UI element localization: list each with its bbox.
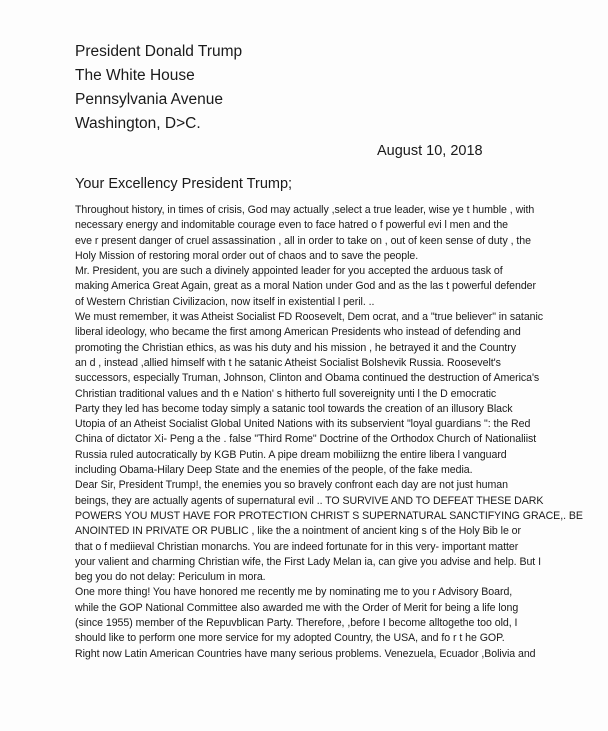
body-line: We must remember, it was Atheist Socialist FD Roosevelt, Dem ocrat, and a "true believer" in satanic — [75, 311, 544, 324]
body-line: liberal ideology, who became the first among American Presidents who instead of defending and — [75, 326, 521, 339]
body-line: that o f mediieval Christian monarchs. You are indeed fortunate for in this very- important matter — [75, 540, 519, 553]
recipient-name: President Donald Trump — [75, 43, 243, 60]
recipient-city: Washington, D>C. — [75, 115, 201, 132]
body-line: while the GOP National Committee also awarded me with the Order of Merit for being a life long — [75, 601, 519, 614]
body-line: promoting the Christian ethics, as was his duty and his mission , he betrayed it and the Country — [75, 341, 516, 354]
recipient-address — [75, 40, 242, 136]
body-line: beings, they are actually agents of supernatural evil .. TO SURVIVE AND TO DEFEAT THESE DARK — [75, 494, 544, 507]
letter-date: August 10, 2018 — [377, 143, 483, 159]
body-line: Christian traditional values and th e Nation' s hitherto full sovereignity unti l the D emocratic — [75, 387, 497, 400]
body-line: Right now Latin American Countries have many serious problems. Venezuela, Ecuador ,Bolivia and — [75, 647, 536, 660]
body-line: should like to perform one more service for my adopted Country, the USA, and fo r t he GOP. — [75, 632, 505, 645]
body-line: Party they led has become today simply a satanic tool towards the creation of an illusory Black — [75, 402, 513, 415]
body-line: ANOINTED IN PRIVATE OR PUBLIC , like the a nointment of ancient king s of the Holy Bib le or — [75, 525, 522, 538]
body-line: including Obama-Hilary Deep State and the enemies of the people, of the fake media. — [75, 464, 473, 477]
body-line: Throughout history, in times of crisis, God may actually ,select a true leader, wise ye t humble , with — [75, 204, 535, 216]
body-line: One more thing! You have honored me recently me by nominating me to you r Advisory Board, — [75, 586, 513, 599]
recipient-building: The White House — [75, 67, 195, 84]
body-line: necessary energy and indomitable courage even to face hatred o f powerful evi l men and the — [75, 219, 509, 232]
body-line: of Western Christian Civilizacion, now itself in existential l peril. .. — [75, 295, 375, 308]
body-line: Mr. President, you are such a divinely appointed leader for you accepted the arduous task of — [75, 265, 503, 278]
body-line: Russia ruled autocratically by KGB Putin. A pipe dream mobiliizng the entire libera l vanguard — [75, 448, 507, 461]
body-line: making America Great Again, great as a moral Nation under God and as the las t powerful defender — [75, 280, 536, 293]
body-line: Dear Sir, President Trump!, the enemies you so bravely confront each day are not just human — [75, 479, 508, 492]
body-line: your valient and charming Christian wife, the First Lady Melan ia, can give you advise and help. But I — [75, 555, 541, 568]
body-line: beg you do not delay: Periculum in mora. — [75, 571, 266, 584]
body-line: Utopia of an Atheist Socialist Global United Nations with its subservient "loyal guardians ": the Red — [75, 418, 531, 431]
body-line: Holy Mission of restoring moral order out of chaos and to save the people. — [75, 249, 419, 262]
recipient-street: Pennsylvania Avenue — [75, 91, 223, 108]
body-line: (since 1955) member of the Repuvblican Party. Therefore, ,before I become alltogethe too old, I — [75, 617, 518, 630]
body-line: POWERS YOU MUST HAVE FOR PROTECTION CHRIST S SUPERNATURAL SANCTIFYING GRACE,. BE — [75, 509, 583, 522]
body-line: an d , instead ,allied himself with t he satanic Atheist Socialist Bolshevik Russia. Roosevelt's — [75, 356, 501, 369]
body-line: China of dictator Xi- Peng a the . false "Third Rome" Doctrine of the Orthodox Church of Nationaliist — [75, 433, 537, 446]
letter-body — [75, 203, 583, 662]
body-line: successors, especially Truman, Johnson, Clinton and Obama continued the destruction of America's — [75, 372, 540, 385]
body-line: eve r present danger of cruel assassination , all in order to take on , out of keen sense of duty , the — [75, 234, 531, 247]
salutation: Your Excellency President Trump; — [75, 176, 293, 192]
